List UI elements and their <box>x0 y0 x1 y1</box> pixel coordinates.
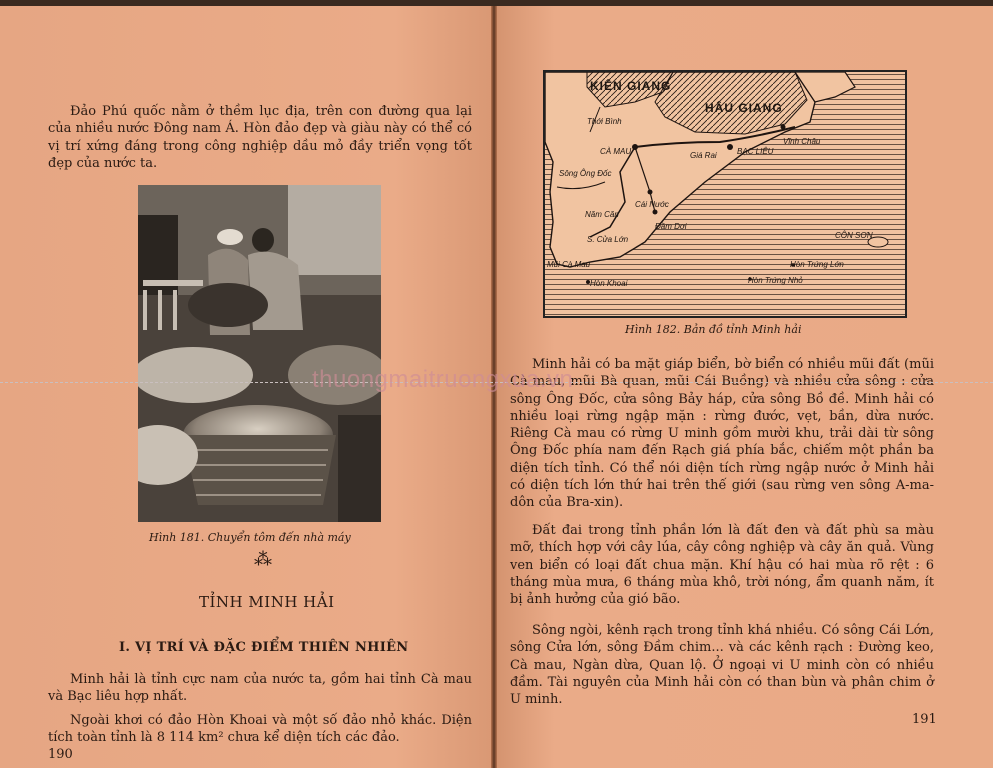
map-label-bac-lieu: BẠC LIÊU <box>737 147 774 156</box>
map-label-ca-mau: CÀ MAU <box>600 147 632 156</box>
map-label-song-ong-doc: Sông Ông Đốc <box>559 169 612 178</box>
map-label-vinh-chau: Vĩnh Châu <box>783 137 821 146</box>
section-separator: ⁂ <box>254 549 272 570</box>
section-title: I. VỊ TRÍ VÀ ĐẶC ĐIỂM THIÊN NHIÊN <box>119 640 409 655</box>
left-paragraph-1: Minh hải là tỉnh cực nam của nước ta, gồm hai tỉnh Cà mau và Bạc liêu hợp nhất. <box>48 672 472 705</box>
map-label-dam-doi: Đầm Dơi <box>655 222 687 231</box>
intro-paragraph: Đảo Phú quốc nằm ở thềm lục địa, trên con đường qua lại của nhiều nước Đông nam Á. Hòn đảo đẹp và giàu này có thể có vị trí xứng đáng trong công nghiệp dầu mỏ đầy triển vọng tốt đẹp của nước ta. <box>48 104 472 171</box>
right-paragraph-1: Minh hải có ba mặt giáp biển, bờ biển có nhiều mũi đất (mũi Cà mau, mũi Bà quan, mũi Cái Buồng) và nhiều cửa sông : cửa sông Ông Đốc, cửa sông Bảy háp, cửa sông Bồ đề. Minh hải có nhiều loại rừng ngập mặn : rừng đước, vẹt, bần, dừa nước. Riêng Cà mau có rừng U minh gồm mười khu, trải dài từ sông Ông Đốc phía nam đến Rạch giá phía bắc, chiếm một phần ba diện tích tỉnh. Có thể nói diện tích rừng ngập nước ở Minh hải có diện tích lớn thứ hai trên thế giới (sau rừng ven sông A-ma-dôn của Bra-xin). <box>510 357 934 511</box>
map-label-s-cua-lon: S. Cửa Lớn <box>587 235 629 244</box>
map-label-hon-khoai: Hòn Khoai <box>590 279 628 288</box>
map-label-thoi-binh: Thới Bình <box>587 117 622 126</box>
map-label-hau-giang: HẬU GIANG <box>705 101 783 115</box>
shrimp-transport-photo <box>138 185 381 522</box>
map-label-cai-nuoc: Cái Nước <box>635 200 669 209</box>
map-label-hon-trung-lon: Hòn Trứng Lớn <box>790 260 844 269</box>
map-label-mui-ca-mau: Mũi Cà Mau <box>547 260 591 269</box>
page-number-right: 191 <box>912 712 937 727</box>
map-label-gia-rai: Giá Rai <box>690 151 717 160</box>
right-paragraph-2: Đất đai trong tỉnh phần lớn là đất đen và đất phù sa màu mỡ, thích hợp với cây lúa, cây công nghiệp và cây ăn quả. Vùng ven biển có loại đất chua mặn. Khí hậu có hai mùa rõ rệt : 6 tháng mùa mưa, 6 tháng mùa khô, trời nóng, ẩm quanh năm, ít bị ảnh hưởng của gió bão. <box>510 523 934 608</box>
map-label-nam-can: Năm Căn <box>585 210 619 219</box>
page-number-left: 190 <box>48 747 73 762</box>
figure-181-caption: Hình 181. Chuyển tôm đến nhà máy <box>149 531 351 544</box>
map-label-con-son: CÔN SƠN <box>835 231 873 240</box>
map-label-hon-trung-nho: Hòn Trứng Nhỏ <box>748 276 803 285</box>
right-paragraph-3: Sông ngòi, kênh rạch trong tỉnh khá nhiều. Có sông Cái Lớn, sông Cửa lớn, sông Đầm chim... và các kênh rạch : Đường keo, Cà mau, Ngàn dừa, Quan lộ. Ở ngoại vi U minh còn có nhiều đầm. Tài nguyên của Minh hải còn có than bùn và phân chim ở U minh. <box>510 623 934 708</box>
map-label-kien-giang: KIÊN GIANG <box>590 79 672 93</box>
watermark-text: thuongmaitruongxua.vn <box>312 366 574 393</box>
chapter-title: TỈNH MINH HẢI <box>199 593 335 611</box>
minh-hai-map <box>543 70 907 318</box>
left-paragraph-2: Ngoài khơi có đảo Hòn Khoai và một số đảo nhỏ khác. Diện tích toàn tỉnh là 8 114 km² chưa kể diện tích các đảo. <box>48 713 472 746</box>
figure-182-caption: Hình 182. Bản đồ tỉnh Minh hải <box>625 323 802 336</box>
